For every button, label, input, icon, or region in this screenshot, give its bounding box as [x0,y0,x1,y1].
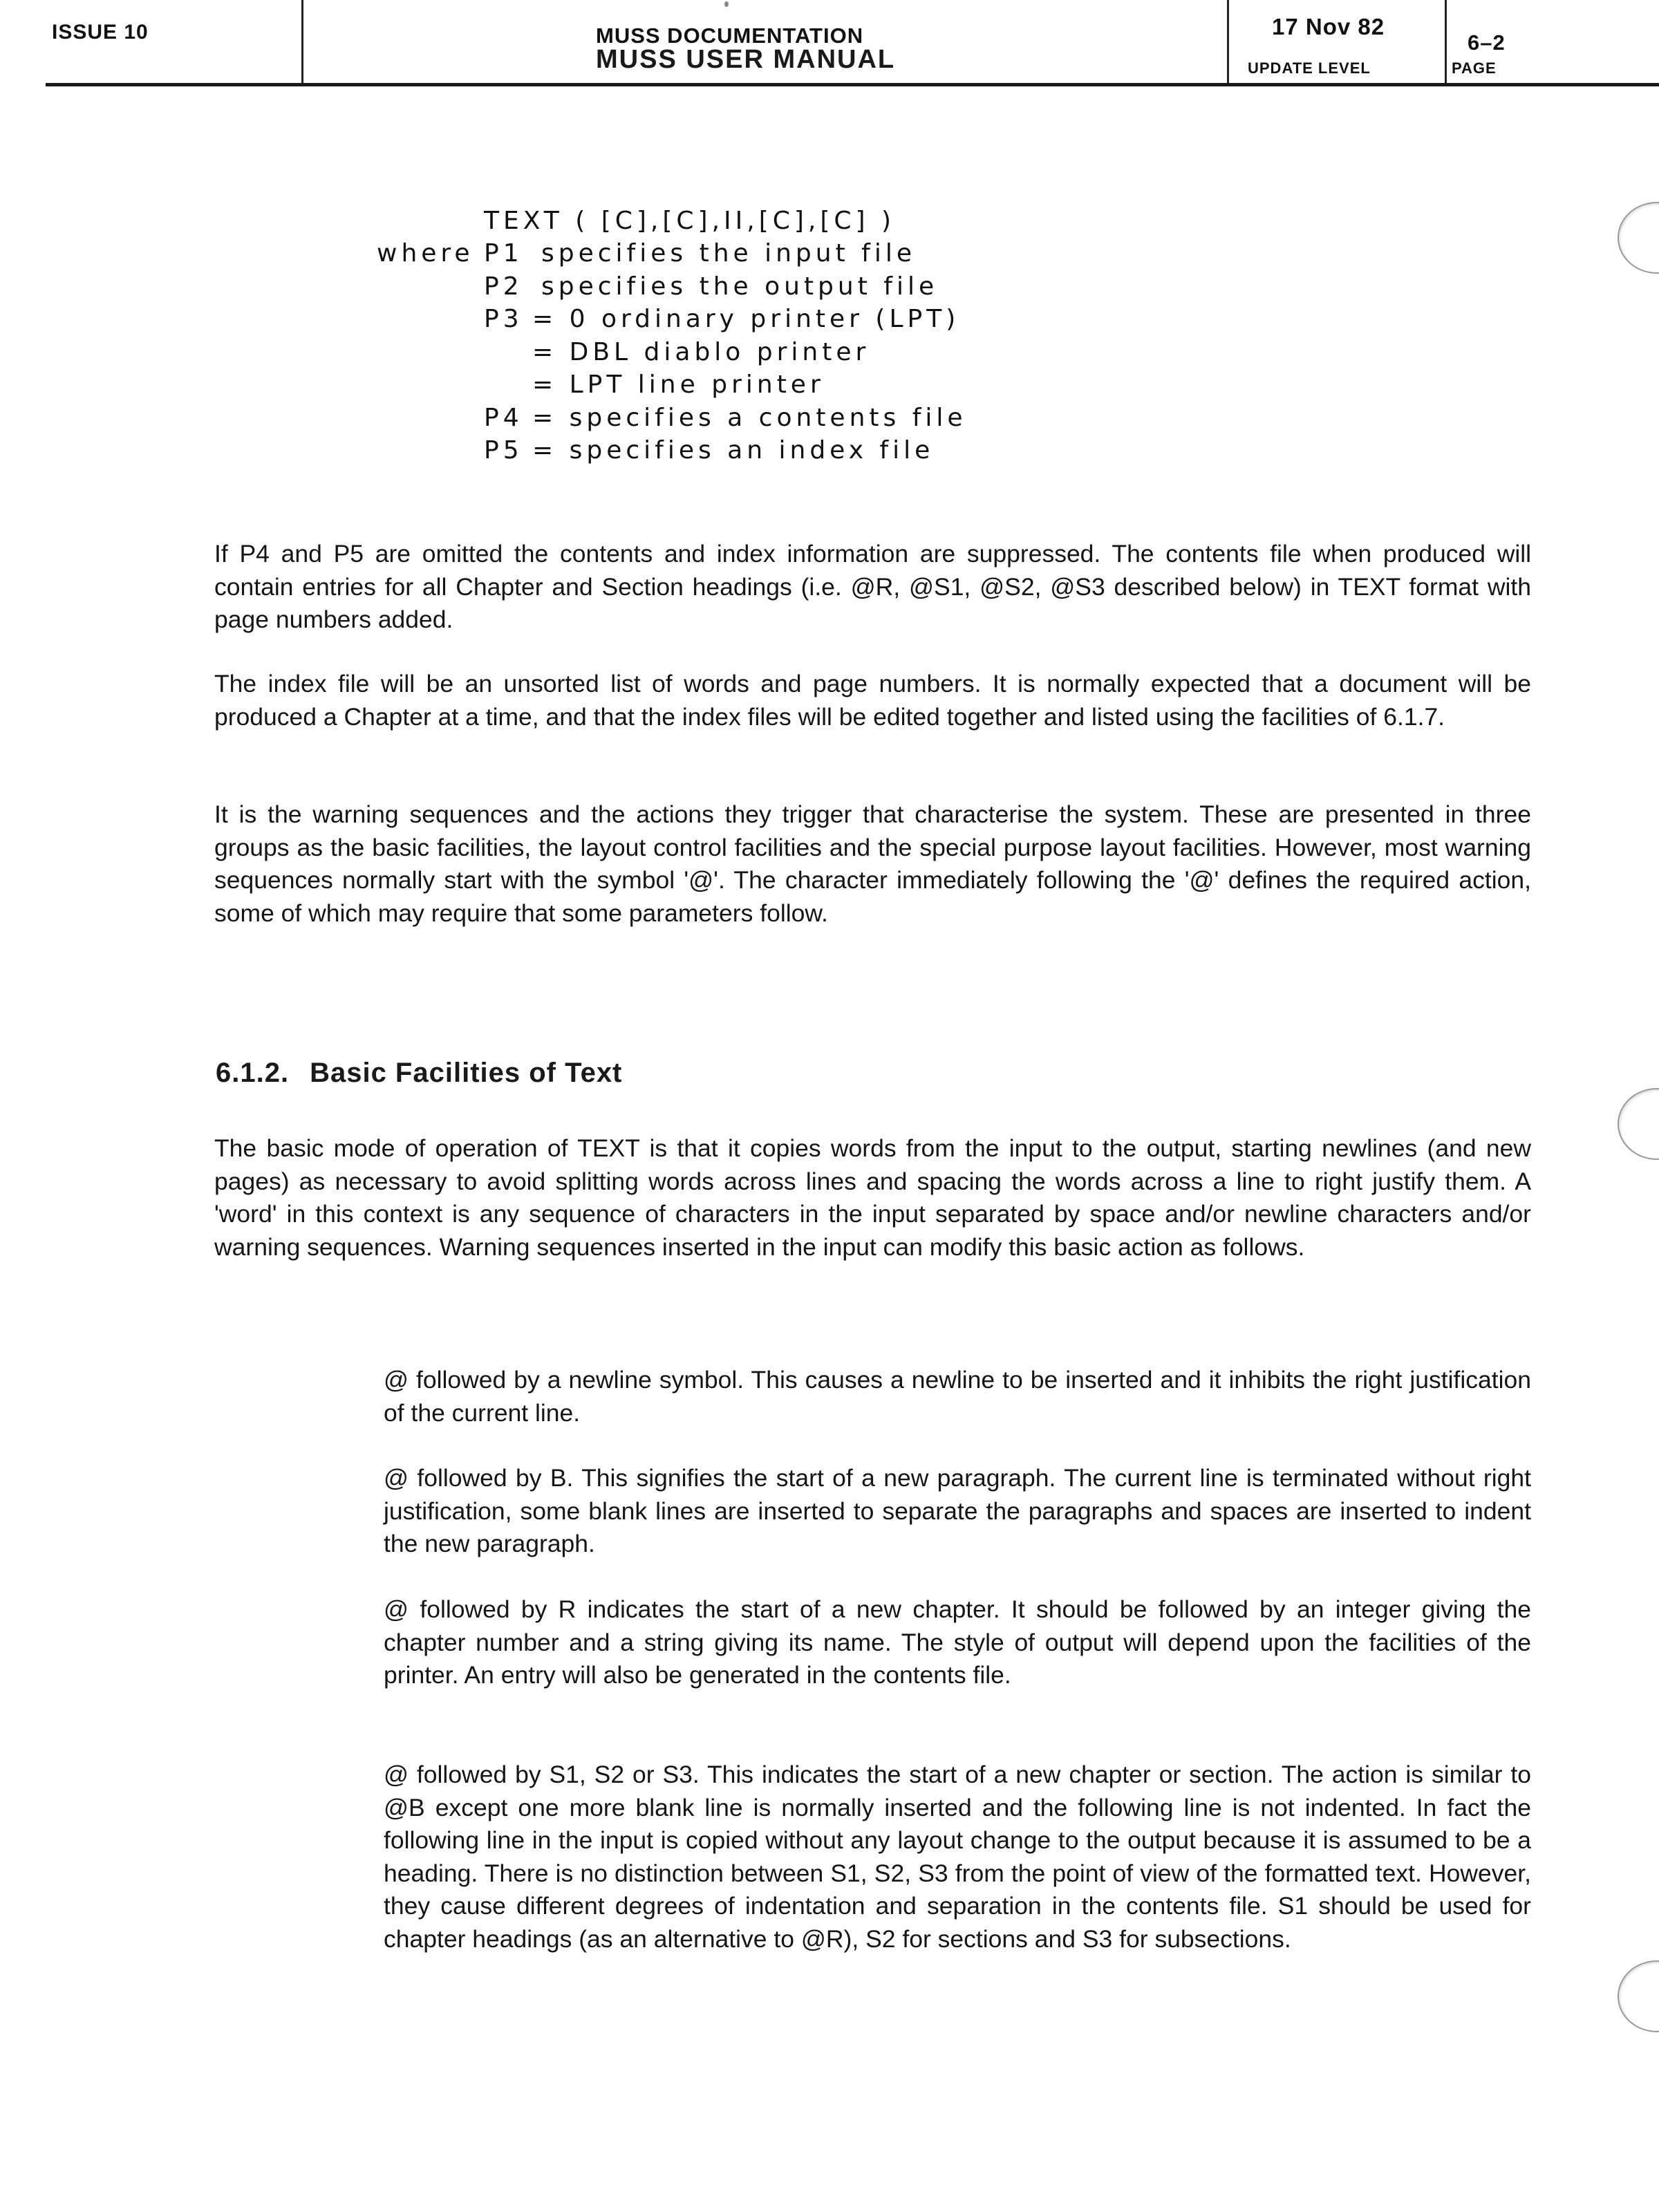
warning-item-newline: @ followed by a newline symbol. This causes a newline to be inserted and it inhibits the right justification of the current line. [384,1366,1531,1427]
param-id: P3 [484,305,523,333]
param-desc: = specifies a contents file [532,404,967,432]
param-desc: = specifies an index file [532,436,935,465]
where-label: where [377,239,474,268]
param-id: P5 [484,436,523,465]
param-desc: specifies the output file [541,272,939,301]
section-title: Basic Facilities of Text [310,1058,623,1088]
command-syntax: TEXT ( [C],[C],II,[C],[C] ) [484,207,896,235]
paragraph-contents-file: If P4 and P5 are omitted the contents and index information are suppressed. The contents file when produced will contain entries for all Chapter and Section headings (i.e. @R, @S1, @S2, @S3 described below) in TEXT format with page numbers added. [214,540,1531,633]
param-desc: specifies the input file [541,239,916,268]
scan-speck [724,1,729,7]
doc-series: MUSS DOCUMENTATION [596,24,864,48]
paragraph-index-file: The index file will be an unsorted list of words and page numbers. It is normally expected that a document will be produced a Chapter at a time, and that the index files will be edited together and listed using the facilities of 6.1.7. [214,670,1531,731]
update-date: 17 Nov 82 [1272,14,1385,39]
section-heading [216,1058,622,1089]
page-label: PAGE [1452,59,1497,77]
header-divider [1227,0,1229,86]
binder-hole-icon [1618,1960,1659,2032]
doc-title: MUSS USER MANUAL [596,45,896,74]
binder-hole-icon [1618,202,1659,274]
header-divider [301,0,303,86]
param-desc: = LPT line printer [532,371,825,399]
section-intro: The basic mode of operation of TEXT is that it copies words from the input to the output, starting newlines (and new pages) as necessary to avoid splitting words across lines and spacing the words across a line to right justify them. A 'word' in this context is any sequence of characters in the input separated by space and/or newline characters and/or warning sequences. Warning sequences inserted in the input can modify this basic action as follows. [214,1134,1531,1261]
update-level-label: UPDATE LEVEL [1248,59,1371,77]
param-id: P1 [484,239,523,268]
paragraph-warning-sequences: It is the warning sequences and the actions they trigger that characterise the system. These are presented in three groups as the basic facilities, the layout control facilities and the special purpose layout facilities. However, most warning sequences normally start with the symbol '@'. The character immediately following the '@' defines the required action, some of which may require that some parameters follow. [214,800,1531,927]
param-id: P4 [484,404,523,432]
binder-hole-icon [1618,1088,1659,1160]
warning-item-b: @ followed by B. This signifies the start of a new paragraph. The current line is terminated without right justification, some blank lines are inserted to separate the paragraphs and spaces are inserted to indent the new paragraph. [384,1464,1531,1557]
header-divider [1445,0,1447,86]
param-id: P2 [484,272,523,301]
warning-item-s: @ followed by S1, S2 or S3. This indicates the start of a new chapter or section. The action is similar to @B except one more blank line is normally inserted and the following line is not indented. In fact the following line in the input is copied without any layout change to the output because it is assumed to be a heading. There is no distinction between S1, S2, S3 from the point of view of the formatted text. However, they cause different degrees of indentation and separation in the contents file. S1 should be used for chapter headings (as an alternative to @R), S2 for sections and S3 for subsections. [384,1761,1531,1953]
warning-item-r: @ followed by R indicates the start of a new chapter. It should be followed by an integer giving the chapter number and a string giving its name. The style of output will depend upon the facilities of the printer. An entry will also be generated in the contents file. [384,1595,1531,1689]
page-number: 6–2 [1468,30,1506,55]
param-desc: = DBL diablo printer [532,338,870,366]
header-rule [46,83,1659,86]
issue-label: ISSUE 10 [52,21,149,44]
section-number: 6.1.2. [216,1058,290,1088]
param-desc: = 0 ordinary printer (LPT) [532,305,960,333]
